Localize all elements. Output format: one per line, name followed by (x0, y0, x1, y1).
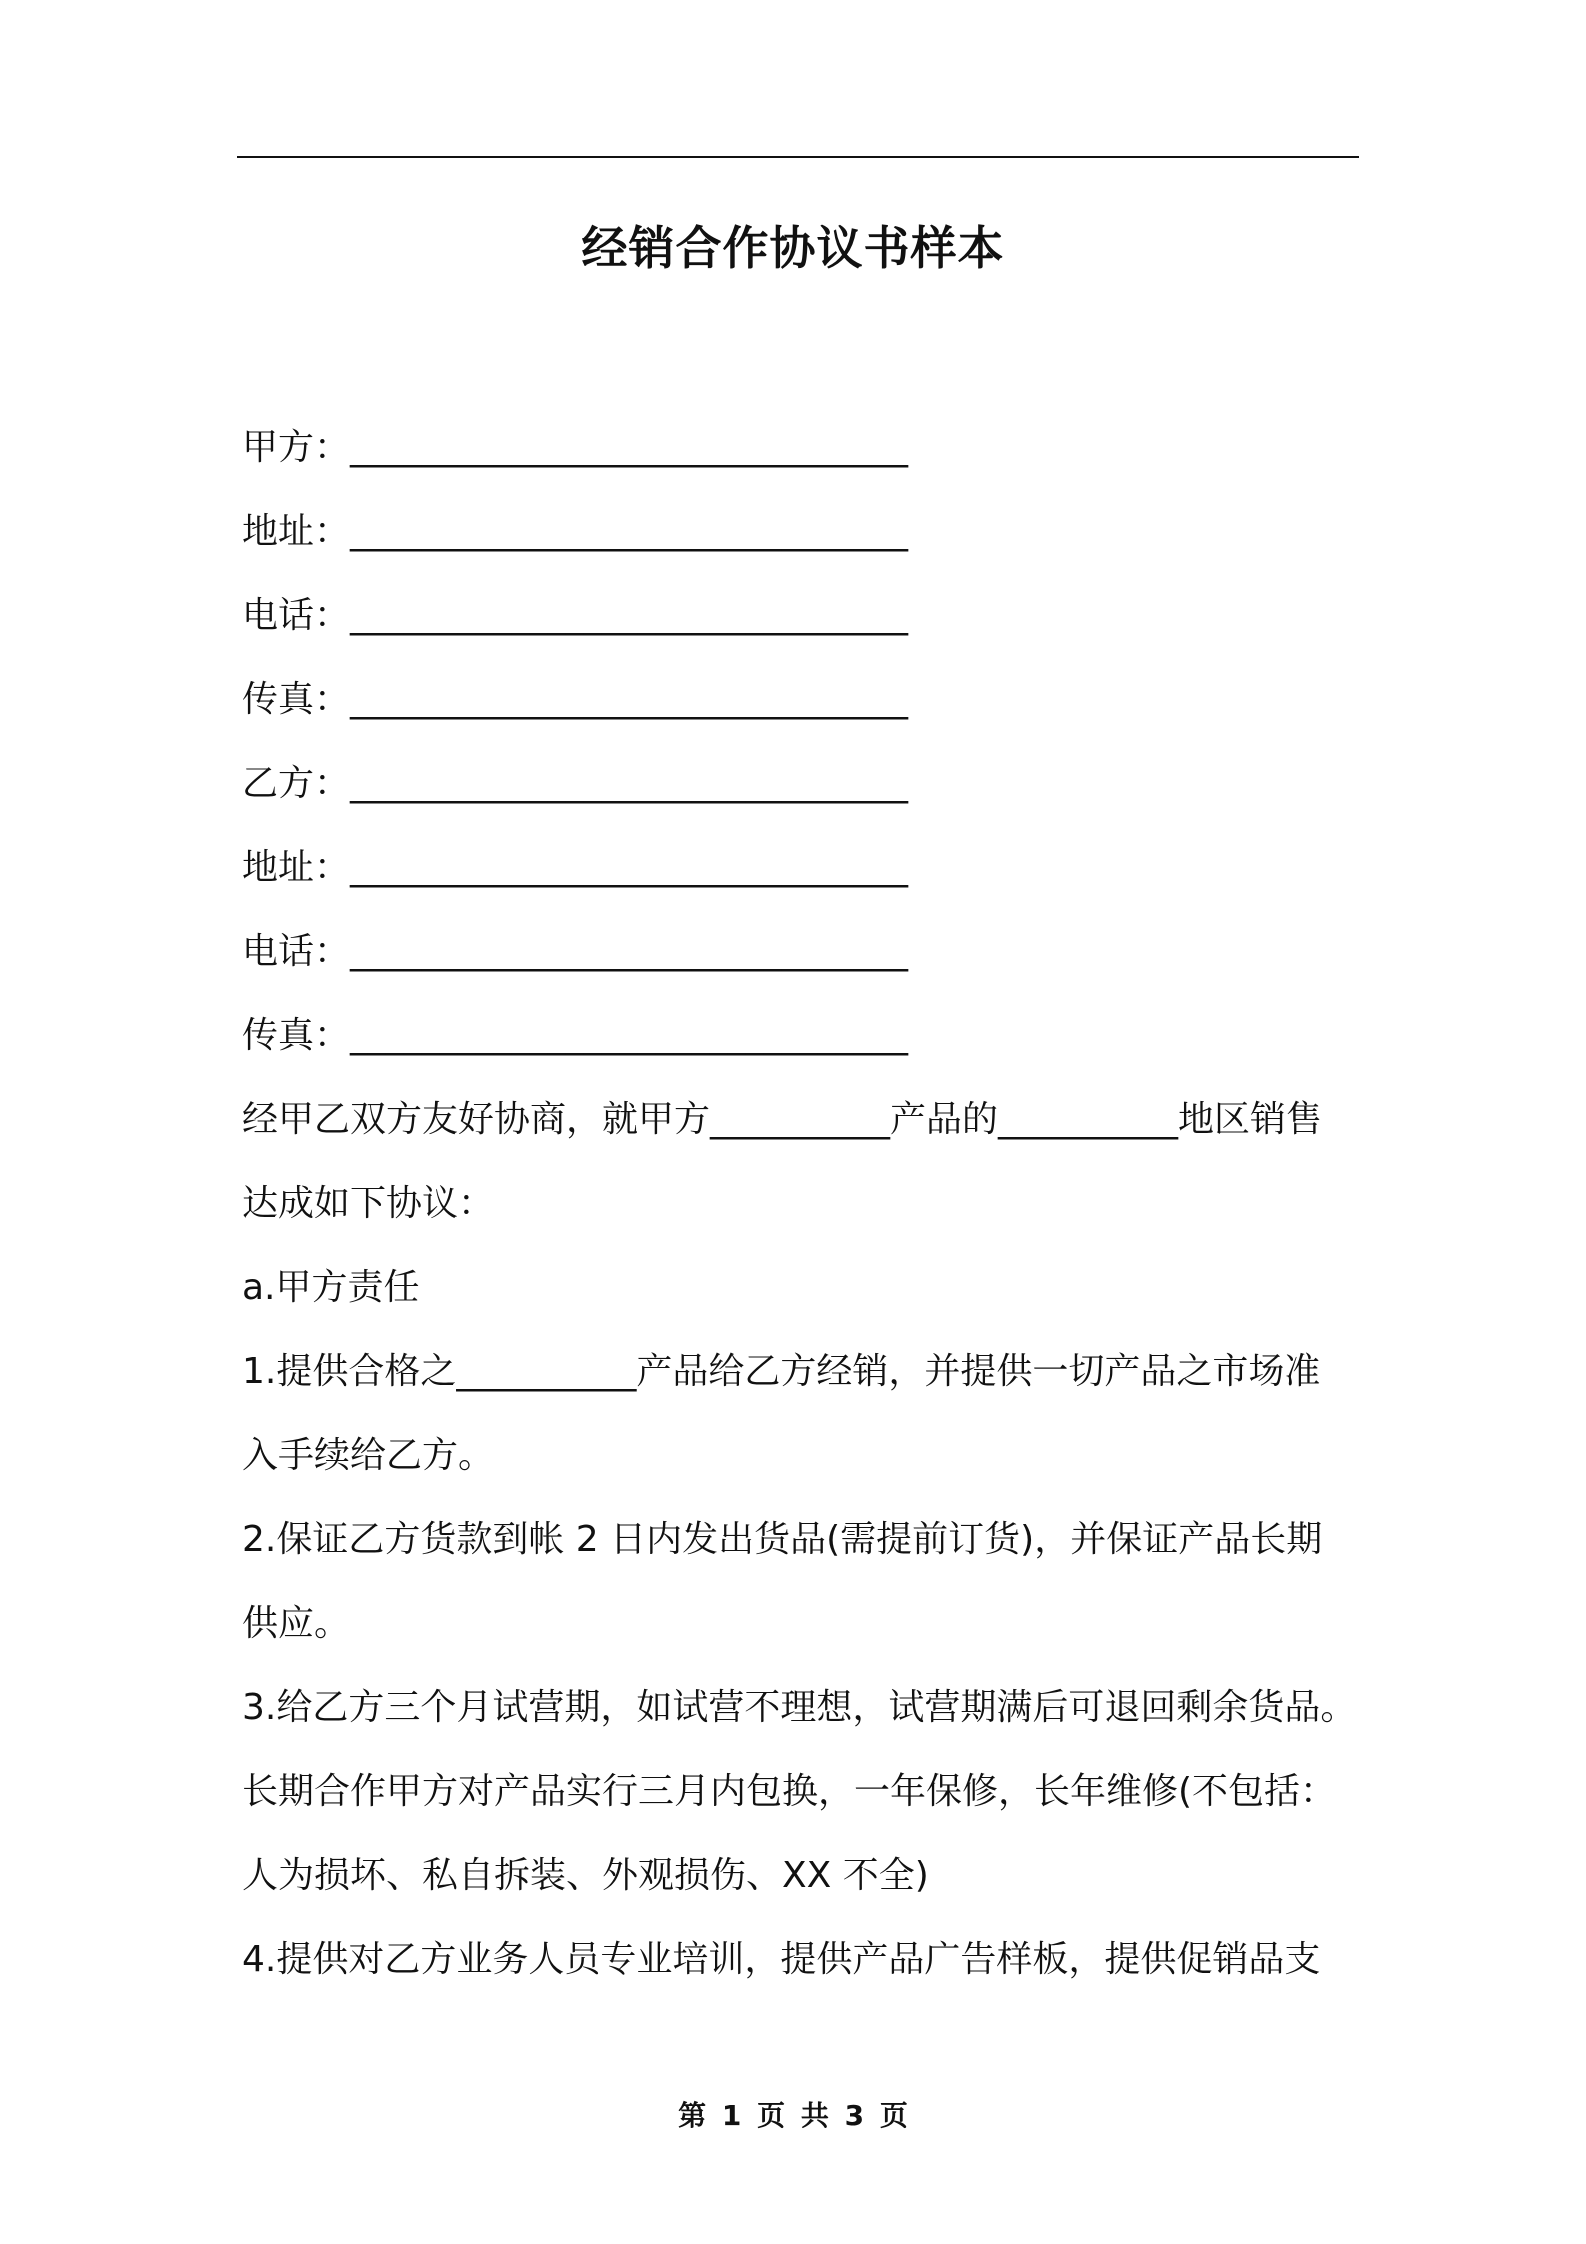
party-b-phone-line: 电话：_______________________________ (242, 931, 909, 972)
clause-line: 4.提供对乙方业务人员专业培训，提供产品广告样板，提供促销品支 (242, 1939, 1321, 1980)
clause-line: 供应。 (242, 1603, 351, 1644)
page-number-footer: 第 1 页 共 3 页 (678, 2099, 908, 2132)
clause-line: 入手续给乙方。 (242, 1435, 495, 1476)
party-b-address-line: 地址：_______________________________ (242, 847, 909, 888)
clause-line: 人为损坏、私自拆装、外观损伤、XX 不全) (242, 1855, 929, 1896)
document-body (242, 406, 1362, 2002)
clause-line: 3.给乙方三个月试营期，如试营不理想，试营期满后可退回剩余货品。 (242, 1687, 1357, 1728)
clause-line: 2.保证乙方货款到帐 2 日内发出货品(需提前订货)，并保证产品长期 (242, 1519, 1323, 1560)
party-a-phone-line: 电话：_______________________________ (242, 595, 909, 636)
header-rule (237, 156, 1359, 158)
clause-line: 长期合作甲方对产品实行三月内包换，一年保修，长年维修(不包括： (242, 1771, 1337, 1812)
clause-line: 1.提供合格之__________产品给乙方经销，并提供一切产品之市场准 (242, 1351, 1321, 1392)
section-heading: a.甲方责任 (242, 1267, 420, 1308)
paragraph-line: 达成如下协议： (242, 1183, 495, 1224)
party-a-line: 甲方：_______________________________ (242, 427, 909, 468)
party-b-line: 乙方：_______________________________ (242, 763, 909, 804)
party-a-fax-line: 传真：_______________________________ (242, 679, 909, 720)
party-b-fax-line: 传真：_______________________________ (242, 1015, 909, 1056)
paragraph-line: 经甲乙双方友好协商，就甲方__________产品的__________地区销售 (242, 1099, 1323, 1140)
document-title: 经销合作协议书样本 (581, 221, 1005, 275)
party-a-address-line: 地址：_______________________________ (242, 511, 909, 552)
